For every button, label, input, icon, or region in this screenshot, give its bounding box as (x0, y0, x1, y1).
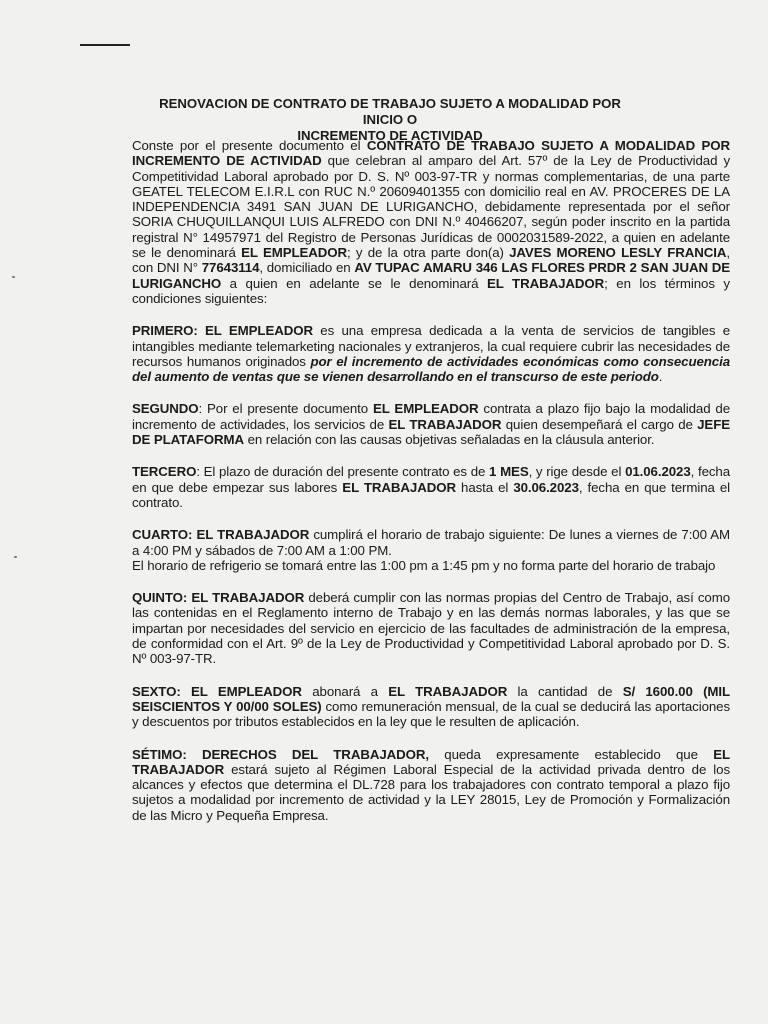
job-position: JEFE DE PLATAFORMA (132, 416, 730, 448)
clause-text: hasta el (455, 479, 514, 495)
title-line-1: RENOVACION DE CONTRATO DE TRABAJO SUJETO A MODALIDAD POR INICIO O (159, 96, 621, 127)
intro-text: que celebran al amparo del Art. 57º de la Ley de Productividad y Competitividad Laboral aprobado por D. S. Nº 003-97-TR y normas complementarias, de una parte GEATEL TELECOM E.I.R.L con RUC N.º 20609401355 con domicilio real en AV. PROCERES DE LA INDEPENDENCIA 3491 SAN JUAN DE LURIGANCHO, debidamente representada por el señor SORIA CHUQUILLANQUI LUIS ALFREDO con DNI N.º 40466207, según poder inscrito en la partida registral N° 14957971 del Registro de Personas Jurídicas de 0002031589-2022, a quien en adelante se le denominará (132, 153, 730, 261)
worker-term: EL TRABAJADOR (132, 746, 730, 777)
clause-emphasis: por el incremento de actividades económicas como consecuencia del aumento de ventas que se vienen desarrollando en el transcurso de este periodo (132, 353, 730, 385)
clause-text: como remuneración mensual, de la cual se deducirá las aportaciones y descuentos por tributos establecidos en la ley que le resulten de aplicación. (132, 698, 730, 730)
document-body (132, 138, 730, 823)
clause-segundo (132, 401, 730, 447)
clause-text: queda expresamente establecido que (428, 746, 714, 762)
clause-text: es una empresa dedicada a la venta de servicios de tangibles e intangibles mediante telemarketing nacionales y extranjeros, la cual requiere cubrir las necesidades de recursos humanos originados (132, 323, 730, 369)
clause-text: la cantidad de (507, 683, 623, 699)
clause-label: QUINTO: EL TRABAJADOR (132, 590, 305, 606)
clause-label: PRIMERO: EL EMPLEADOR (132, 323, 313, 339)
intro-paragraph (132, 138, 730, 306)
clause-primero (132, 323, 730, 384)
intro-text: ; en los términos y condiciones siguientes: (132, 275, 730, 306)
worker-term: EL TRABAJADOR (486, 275, 605, 291)
clause-text: , y rige desde el (528, 464, 626, 480)
clause-text: abonará a (301, 683, 389, 699)
worker-term: EL TRABAJADOR (342, 479, 456, 495)
intro-text: a quien en adelante se le denominará (221, 275, 487, 291)
scan-speck (14, 556, 17, 558)
header-rule (80, 44, 130, 46)
intro-text: , domiciliado en (259, 260, 355, 276)
clause-text: cumplirá el horario de trabajo siguiente: De lunes a viernes de 7:00 AM a 4:00 PM y sábados de 7:00 AM a 1:00 PM. (132, 527, 731, 558)
worker-dni: 77643114 (201, 260, 260, 276)
worker-term: EL TRABAJADOR (388, 416, 502, 432)
clause-cuarto (132, 527, 730, 573)
intro-text: ; y de la otra parte don(a) (347, 245, 510, 261)
employer-term: EL EMPLEADOR (372, 401, 479, 417)
end-date: 30.06.2023 (513, 479, 579, 495)
worker-term: EL TRABAJADOR (388, 683, 508, 699)
clause-text: : Por el presente documento (198, 401, 373, 417)
clause-text: quien desempeñará el cargo de (501, 416, 698, 432)
clause-text: contrata a plazo fijo bajo la modalidad de incremento de actividades, los servicios de (132, 401, 731, 432)
worker-name: JAVES MORENO LESLY FRANCIA (509, 245, 727, 261)
clause-setimo (132, 747, 730, 823)
clause-text: : El plazo de duración del presente contrato es de (196, 464, 490, 480)
clause-tercero (132, 464, 730, 510)
start-date: 01.06.2023 (625, 464, 691, 480)
contract-duration: 1 MES (489, 464, 529, 480)
salary-amount: S/ 1600.00 (MIL SEISCIENTOS Y 00/00 SOLES) (132, 683, 730, 714)
clause-text: El horario de refrigerio se tomará entre las 1:00 pm a 1:45 pm y no forma parte del horario de trabajo (132, 557, 716, 573)
intro-text: Conste por el presente documento el (132, 138, 367, 153)
scan-speck (12, 276, 15, 278)
clause-label: CUARTO: EL TRABAJADOR (132, 527, 310, 543)
clause-sexto (132, 684, 730, 730)
clause-text: , fecha en que termina el contrato. (132, 479, 731, 510)
intro-text: , con DNI N° (132, 245, 730, 276)
title-line-2: INCREMENTO DE ACTIVIDAD (297, 128, 483, 143)
clause-label: SEXTO: EL EMPLEADOR (132, 683, 302, 699)
clause-label: TERCERO (132, 464, 197, 480)
clause-text: estará sujeto al Régimen Laboral Especial de la actividad privada dentro de los alcances y efectos que determina el DL.728 para los trabajadores con contrato temporal a plazo fijo sujetos a modalidad por incremento de actividad y la LEY 28015, Ley de Promoción y Formalización de las Micro y Pequeña Empresa. (132, 761, 730, 823)
clause-text: , fecha en que debe empezar sus labores (132, 464, 730, 495)
clause-quinto (132, 590, 730, 666)
clause-text: . (658, 369, 663, 385)
document-title (140, 96, 640, 144)
clause-label: SÉTIMO: DERECHOS DEL TRABAJADOR, (132, 746, 429, 762)
contract-type: CONTRATO DE TRABAJO SUJETO A MODALIDAD POR INCREMENTO DE ACTIVIDAD (132, 138, 730, 169)
clause-text: en relación con las causas objetivas señaladas en la cláusula anterior. (243, 432, 655, 448)
employer-term: EL EMPLEADOR (241, 245, 348, 261)
clause-text: deberá cumplir con las normas propias del Centro de Trabajo, así como las contenidas en el Reglamento interno de Trabajo y en las demás normas laborales, y las que se impartan por necesidades del servicio en ejercicio de las facultades de administración de la empresa, de conformidad con el Art. 9º de la Ley de Productividad y Competitividad Laboral aprobado por D. S. Nº 003-97-TR. (132, 590, 731, 667)
clause-label: SEGUNDO (132, 401, 199, 417)
worker-address: AV TUPAC AMARU 346 LAS FLORES PRDR 2 SAN JUAN DE LURIGANCHO (132, 260, 730, 291)
